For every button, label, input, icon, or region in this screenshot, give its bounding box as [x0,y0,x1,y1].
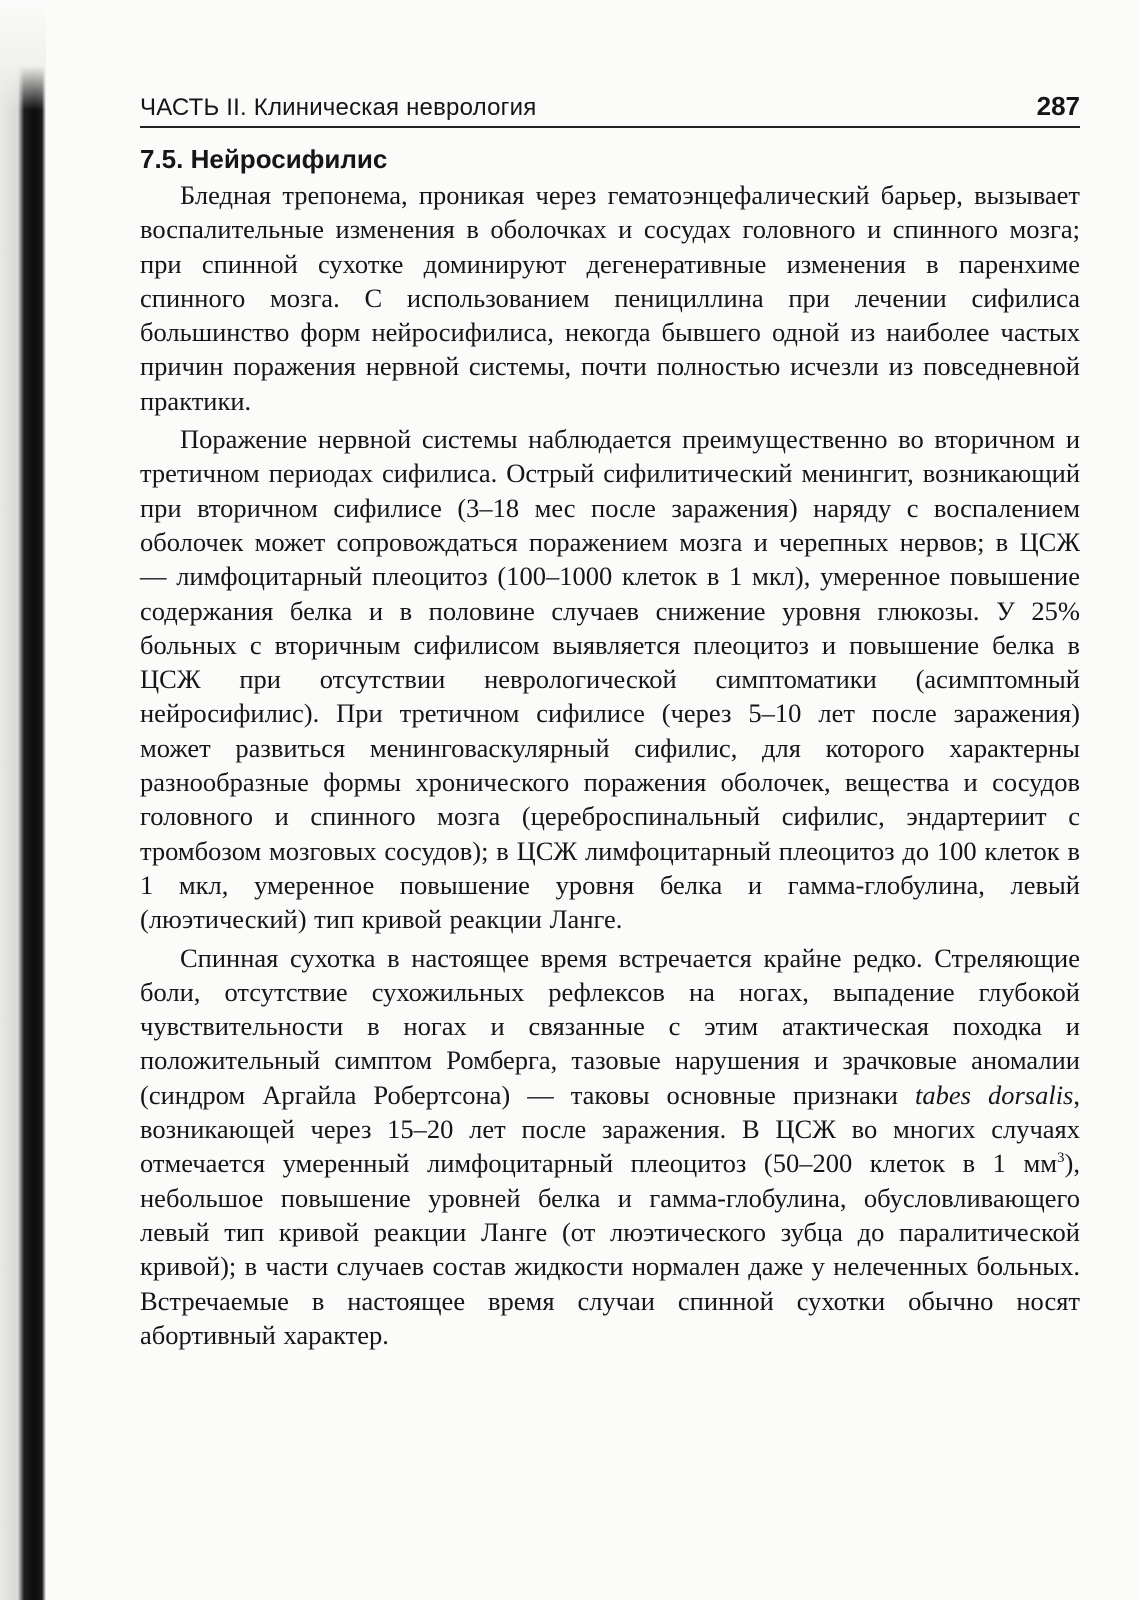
running-header [140,90,1080,128]
paragraph-2: Поражение нервной системы наблюдается преимущественно во вторичном и третичном периодах сифилиса. Острый сифилитический менингит, возникающий при вторичном сифилисе (3–18 мес после заражения) наряду с воспалением оболочек может сопровождаться поражением мозга и черепных нервов; в ЦСЖ — лимфоцитарный плеоцитоз (100–1000 клеток в 1 мкл), умеренное повышение содержания белка и в половине случаев снижение уровня глюкозы. У 25% больных с вторичным сифилисом выявляется плеоцитоз и повышение белка в ЦСЖ при отсутствии неврологической симптоматики (асимптомный нейросифилис). При третичном сифилисе (через 5–10 лет после заражения) может развиться менинговаскулярный сифилис, для которого характерны разнообразные формы хронического поражения оболочек, вещества и сосудов головного и спинного мозга (цереброспинальный сифилис, эндартериит с тромбозом мозговых сосудов); в ЦСЖ лимфоцитарный плеоцитоз до 100 клеток в 1 мкл, умеренное повышение уровня белка и гамма-глобулина, левый (люэтический) тип кривой реакции Ланге. [140,424,1080,935]
page-number: 287 [1036,91,1080,121]
section-heading: 7.5. Нейросифилис [140,144,388,174]
page-binding-shadow [0,0,46,1600]
running-header-title: ЧАСТЬ II. Клиническая неврология [140,94,537,121]
body-text [140,178,1080,1352]
page-binding-top [0,0,46,110]
superscript-3: 3 [1057,1150,1065,1167]
paragraph-3 [140,941,1080,1353]
paragraph-3-text-c: ), небольшое повышение уровней белка и гамма-глобулина, обусловливающего левый тип кривой реакции Ланге (от люэтического зубца до паралитической кривой); в части случаев состав жидкости нормален даже у нелеченных больных. Встречаемые в настоящее время случаи спинной сухотки обычно носят абортивный характер. [140,1148,1080,1350]
latin-term-tabes-dorsalis: tabes dorsalis [915,1079,1074,1110]
paragraph-3-text-a: Спинная сухотка в настоящее время встречается крайне редко. Стреляющие боли, отсутствие сухожильных рефлексов на ногах, выпадение глубокой чувствительности в ногах и связанные с этим атактическая походка и положительный симптом Ромберга, тазовые нарушения и зрачковые аномалии (синдром Аргайла Робертсона) — таковы основные признаки [140,942,1080,1110]
paragraph-1: Бледная трепонема, проникая через гематоэнцефалический барьер, вызывает воспалительные изменения в оболочках и сосудах головного и спинного мозга; при спинной сухотке доминируют дегенеративные изменения в паренхиме спинного мозга. С использованием пенициллина при лечении сифилиса большинство форм нейросифилиса, некогда бывшего одной из наиболее частых причин поражения нервной системы, почти полностью исчезли из повседневной практики. [140,180,1080,416]
paragraph-3-text-b: , возникающей через 15–20 лет после заражения. В ЦСЖ во многих случаях отмечается умеренный лимфоцитарный плеоцитоз (50–200 клеток в 1 мм [140,1079,1080,1179]
